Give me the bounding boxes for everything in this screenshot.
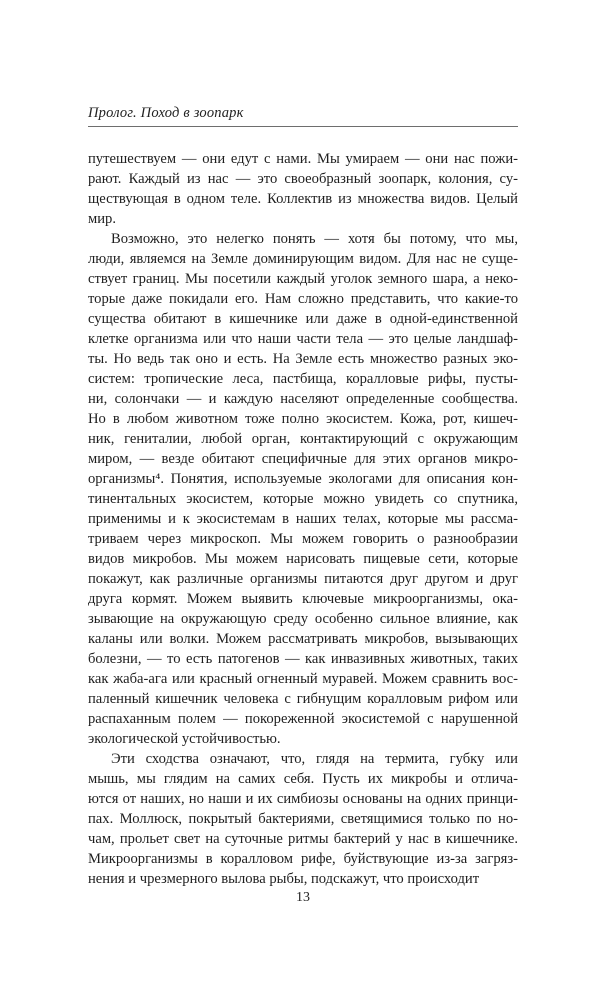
text-line: ни, солончаки — и каждую населяют определенные сообщества.: [88, 391, 518, 407]
text-line: друга кормят. Можем выявить ключевые микроорганизмы, ока-: [88, 591, 518, 607]
header-rule: [88, 126, 518, 127]
text-line: пах. Моллюск, покрытый бактериями, светящимися только по но-: [88, 811, 518, 827]
running-header: [88, 105, 518, 127]
text-line: ствует границ. Мы посетили каждый уголок земного шара, а неко-: [88, 271, 518, 287]
text-line: триваем через микроскоп. Мы можем говорить о разнообразии: [88, 531, 518, 547]
text-line: Но в любом животном тоже полно экосистем. Кожа, рот, кишеч-: [88, 411, 518, 427]
running-header-title: Пролог. Поход в зоопарк: [88, 105, 244, 121]
text-line: торые даже покидали его. Нам сложно представить, что какие-то: [88, 291, 518, 307]
text-line: экологической устойчивостью.: [88, 731, 281, 747]
text-line: Возможно, это нелегко понять — хотя бы потому, что мы,: [111, 231, 518, 247]
text-line: рают. Каждый из нас — это своеобразный зоопарк, колония, су-: [88, 171, 518, 187]
text-line: Эти сходства означают, что, глядя на термита, губку или: [111, 751, 518, 767]
text-line: применимы и к экосистемам в наших телах, которые мы рассма-: [88, 511, 518, 527]
paragraph: [88, 229, 518, 749]
text-line: болезни, — то есть патогенов — как инвазивных животных, таких: [88, 651, 518, 667]
text-line: паленный кишечник человека с гибнущим коралловым рифом или: [88, 691, 518, 707]
text-line: распаханным полем — покореженной экосистемой с нарушенной: [88, 711, 518, 727]
text-line: мышь, мы глядим на самих себя. Пусть их микробы и отлича-: [88, 771, 518, 787]
paragraph: [88, 749, 518, 889]
text-line: миром, — везде обитают специфичные для этих органов микро-: [88, 451, 518, 467]
text-line: видов микробов. Мы можем нарисовать пищевые сети, которые: [88, 551, 518, 567]
text-line: зывающие на окружающую среду особенно сильное влияние, как: [88, 611, 518, 627]
text-line: мир.: [88, 211, 116, 227]
text-line: путешествуем — они едут с нами. Мы умираем — они нас пожи-: [88, 151, 518, 167]
text-line: ты. Но ведь так оно и есть. На Земле есть множество разных эко-: [88, 351, 518, 367]
text-line: существа обитают в кишечнике или даже в одной-единственной: [88, 311, 518, 327]
text-line: каланы или волки. Можем рассматривать микробов, вызывающих: [88, 631, 518, 647]
text-line: покажут, как различные организмы питаются друг другом и друг: [88, 571, 518, 587]
text-line: клетке организма или что наши части тела — это целые ландшаф-: [88, 331, 518, 347]
text-line: ществующая в одном теле. Коллектив из множества видов. Целый: [88, 191, 518, 207]
text-line: ются от наших, но наши и их симбиозы основаны на одних принци-: [88, 791, 518, 807]
text-line: как жаба-ага или красный огненный муравей. Можем сравнить вос-: [88, 671, 518, 687]
text-line: систем: тропические леса, пастбища, коралловые рифы, пусты-: [88, 371, 518, 387]
text-line: чам, прольет свет на суточные ритмы бактерий у нас в кишечнике.: [88, 831, 518, 847]
text-line: тинентальных экосистем, которые можно увидеть со спутника,: [88, 491, 518, 507]
text-line: Микроорганизмы в коралловом рифе, буйствующие из-за загряз-: [88, 851, 518, 867]
page-number: 13: [296, 890, 310, 905]
body-text: [88, 149, 518, 889]
text-line: организмы⁴. Понятия, используемые экологами для описания кон-: [88, 471, 518, 487]
text-line: ник, гениталии, любой орган, контактирующий с окружающим: [88, 431, 518, 447]
text-line: люди, являемся на Земле доминирующим видом. Для нас не суще-: [88, 251, 518, 267]
paragraph: [88, 149, 518, 229]
text-line: нения и чрезмерного вылова рыбы, подскажут, что происходит: [88, 871, 480, 887]
